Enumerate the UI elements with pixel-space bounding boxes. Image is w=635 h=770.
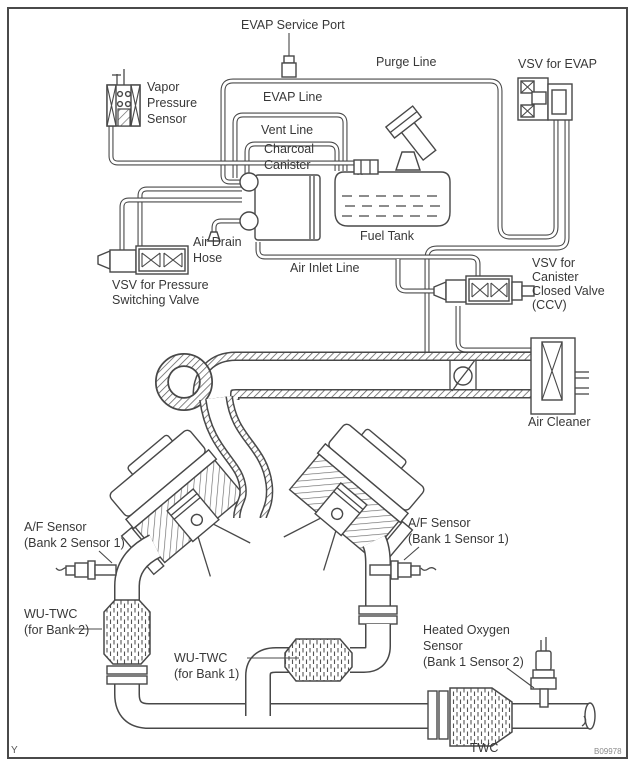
svg-text:(Bank 2 Sensor 1): (Bank 2 Sensor 1)	[24, 536, 125, 550]
label-vsv-pressure-switching: VSV for Pressure	[112, 278, 209, 292]
label-af-sensor-b1s1: A/F Sensor	[408, 516, 471, 530]
fuel-tank	[335, 172, 450, 226]
label-air-cleaner: Air Cleaner	[528, 415, 591, 429]
svg-text:(for Bank 1): (for Bank 1)	[174, 667, 240, 681]
label-wu-twc-b1: WU-TWC	[174, 651, 228, 665]
svg-text:Hose: Hose	[193, 251, 223, 265]
svg-text:Sensor: Sensor	[423, 639, 463, 653]
wu-twc-bank2	[104, 600, 150, 684]
label-purge-line: Purge Line	[376, 55, 437, 69]
corner-mark: Y	[11, 745, 18, 756]
twc	[428, 688, 512, 746]
figure-code: B09978	[594, 747, 622, 756]
canister-lower-port	[240, 212, 258, 230]
label-evap-service-port: EVAP Service Port	[241, 18, 345, 32]
wu-twc-bank1	[285, 639, 352, 681]
svg-text:(Bank 1 Sensor 2): (Bank 1 Sensor 2)	[423, 655, 524, 669]
label-wu-twc-b2: WU-TWC	[24, 607, 78, 621]
label-vsv-for-evap: VSV for EVAP	[518, 57, 597, 71]
vsv-pressure-switching-valve	[98, 246, 188, 274]
svg-text:Switching Valve: Switching Valve	[112, 293, 200, 307]
label-af-sensor-b2s1: A/F Sensor	[24, 520, 87, 534]
canister-upper-port	[240, 173, 258, 191]
label-vsv-ccv: VSV for	[532, 256, 576, 270]
intake-duct	[162, 360, 540, 404]
svg-text:Closed Valve: Closed Valve	[532, 284, 605, 298]
svg-text:Canister: Canister	[532, 270, 579, 284]
label-heated-oxygen-sensor: Heated Oxygen	[423, 623, 510, 637]
label-evap-line: EVAP Line	[263, 90, 323, 104]
svg-text:(for Bank 2): (for Bank 2)	[24, 623, 90, 637]
twc-outlet-pipe	[510, 703, 595, 729]
svg-text:Pressure: Pressure	[147, 96, 198, 110]
svg-text:(CCV): (CCV)	[532, 298, 567, 312]
label-air-inlet-line: Air Inlet Line	[290, 261, 360, 275]
svg-text:(Bank 1 Sensor 1): (Bank 1 Sensor 1)	[408, 532, 509, 546]
label-fuel-tank: Fuel Tank	[360, 229, 414, 243]
svg-text:Canister: Canister	[264, 158, 311, 172]
vsv-for-evap	[518, 78, 572, 120]
label-vapor-pressure-sensor: Vapor	[147, 80, 180, 94]
svg-text:Sensor: Sensor	[147, 112, 187, 126]
label-vent-line: Vent Line	[261, 123, 314, 137]
label-charcoal-canister: Charcoal	[264, 142, 315, 156]
label-twc: TWC	[470, 741, 499, 755]
label-air-drain-hose: Air Drain	[193, 235, 242, 249]
